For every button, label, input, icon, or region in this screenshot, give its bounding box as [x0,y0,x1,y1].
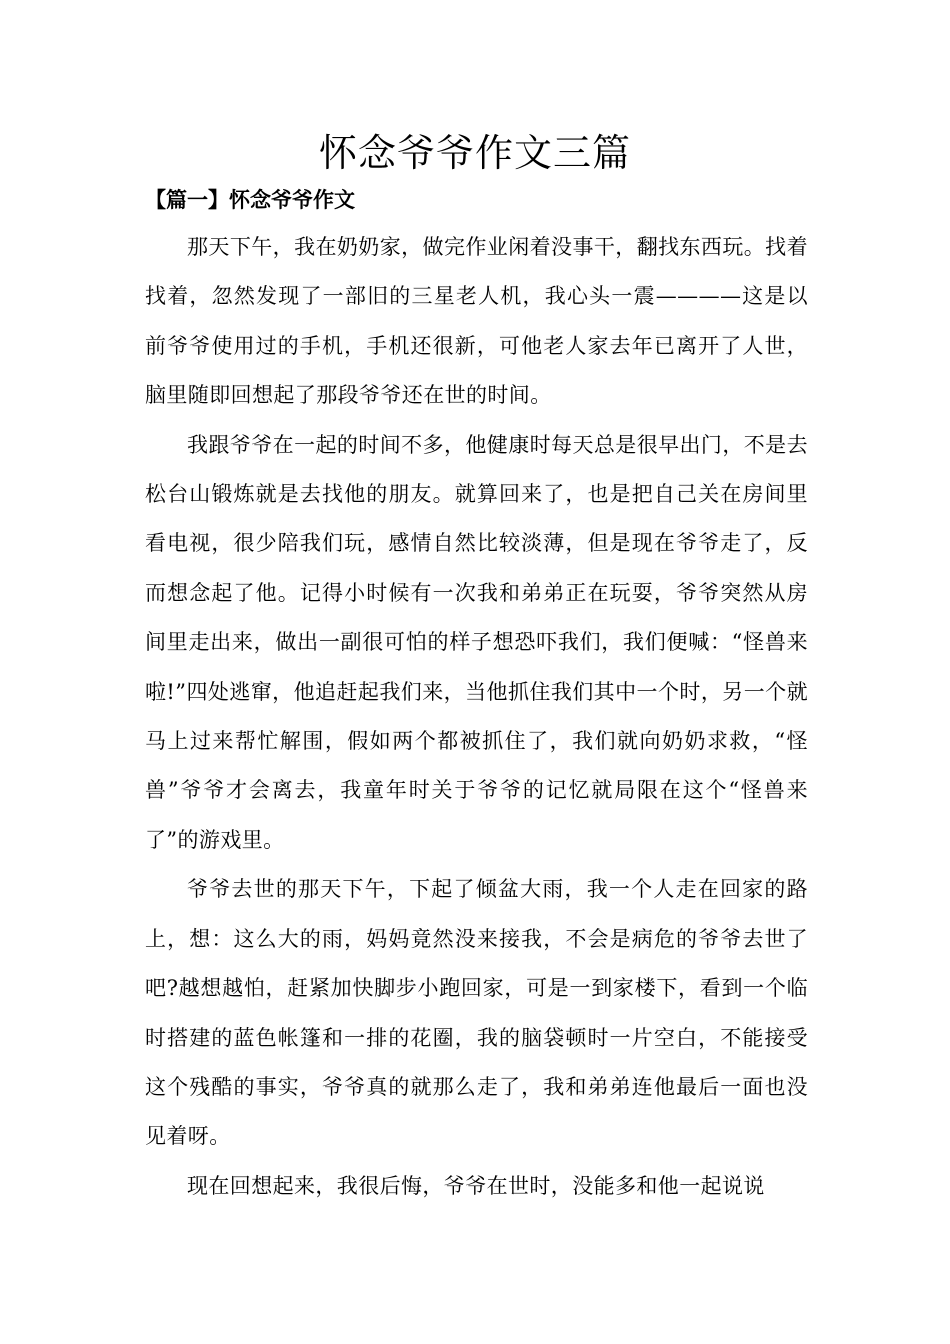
document-title: 怀念爷爷作文三篇 [318,131,631,175]
essay-body [145,223,808,1211]
paragraph: 那天下午，我在奶奶家，做完作业闲着没事干，翻找东西玩。找着找着，忽然发现了一部旧的三星老人机，我心头一震————这是以前爷爷使用过的手机，手机还很新，可他老人家去年已离开了人世，脑里随即回想起了那段爷爷还在世的时间。 [145,235,808,408]
paragraph: 爷爷去世的那天下午，下起了倾盆大雨，我一个人走在回家的路上，想：这么大的雨，妈妈竟然没来接我，不会是病危的爷爷去世了吧?越想越怕，赶紧加快脚步小跑回家，可是一到家楼下，看到一个临时搭建的蓝色帐篷和一排的花圈，我的脑袋顿时一片空白，不能接受这个残酷的事实，爷爷真的就那么走了，我和弟弟连他最后一面也没见着呀。 [145,877,808,1149]
paragraph: 我跟爷爷在一起的时间不多，他健康时每天总是很早出门，不是去松台山锻炼就是去找他的朋友。就算回来了，也是把自己关在房间里看电视，很少陪我们玩，感情自然比较淡薄，但是现在爷爷走了，反而想念起了他。记得小时候有一次我和弟弟正在玩耍，爷爷突然从房间里走出来，做出一副很可怕的样子想恐吓我们，我们便喊：“怪兽来啦!”四处逃窜，他追赶起我们来，当他抓住我们其中一个时，另一个就马上过来帮忙解围，假如两个都被抓住了，我们就向奶奶求救，“怪兽”爷爷才会离去，我童年时关于爷爷的记忆就局限在这个“怪兽来了”的游戏里。 [145,432,808,852]
paragraph: 现在回想起来，我很后悔，爷爷在世时，没能多和他一起说说 [187,1173,765,1198]
section-heading: 【篇一】怀念爷爷作文 [145,187,355,212]
